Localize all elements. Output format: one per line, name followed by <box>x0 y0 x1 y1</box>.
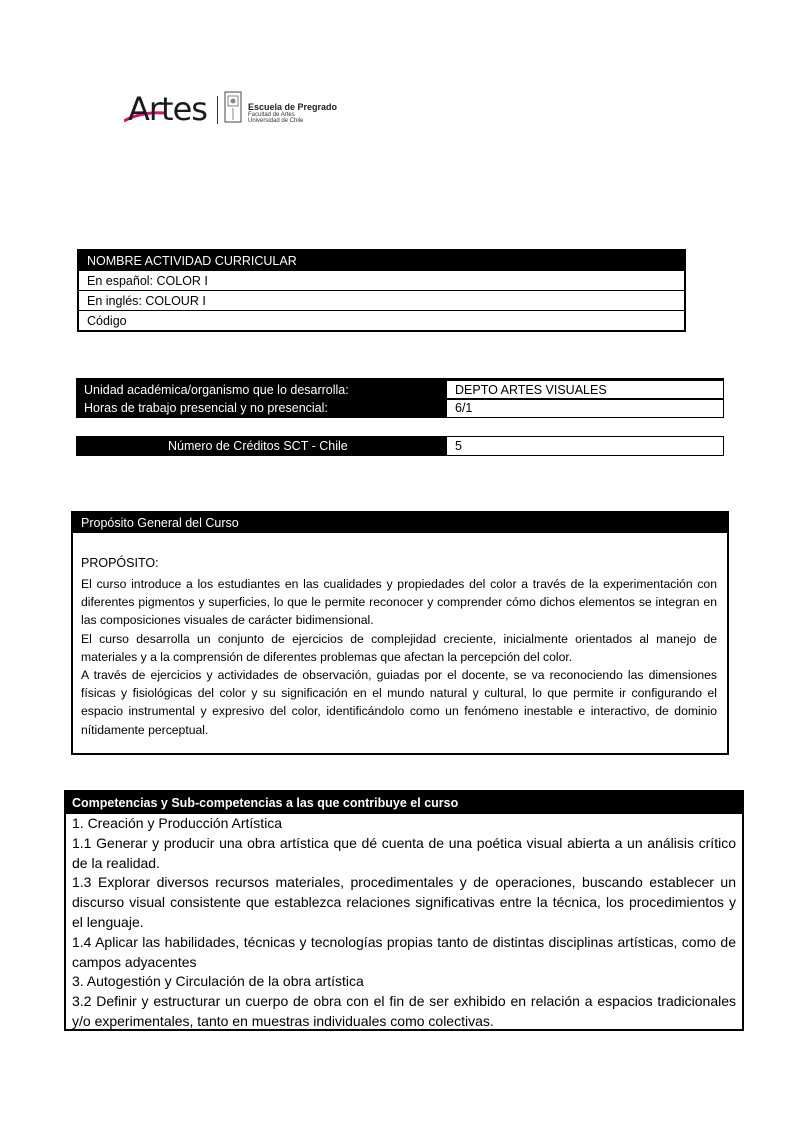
course-code: Código <box>87 314 127 328</box>
logo-school-name: Escuela de Pregrado <box>248 102 338 112</box>
purpose-paragraph: A través de ejercicios y actividades de observación, guiadas por el docente, se va reconociendo las dimensiones físicas y fisiológicas del color y su significación en el mundo natural y cultural, lo que permite ir configurando el espacio instrumental y expresivo del color, identificándolo como un fenómeno inestable e interactivo, de dominio nítidamente perceptual. <box>81 668 717 737</box>
credits-value: 5 <box>447 436 724 456</box>
artes-logo <box>124 86 364 132</box>
purpose-paragraph: El curso introduce a los estudiantes en las cualidades y propiedades del color a través de la experimentación con diferentes pigmentos y superficies, lo que le permite reconocer y comprender cómo dichos elementos se integran en las composiciones visuales de carácter bidimensional. <box>81 577 717 628</box>
competencies-body <box>72 814 736 1032</box>
work-hours-row <box>76 398 724 418</box>
work-hours-label: Horas de trabajo presencial y no presencial: <box>76 398 447 418</box>
course-name-english: En inglés: COLOUR I <box>79 291 684 311</box>
competency-item: 1.1 Generar y producir una obra artística que dé cuenta de una poética visual abierta a un análisis crítico de la realidad. <box>72 834 736 871</box>
work-hours-value: 6/1 <box>447 398 724 418</box>
competency-item: 1. Creación y Producción Artística <box>72 815 283 831</box>
purpose-section <box>71 511 729 755</box>
logo-faculty-name: Facultad de Artes <box>248 112 295 118</box>
course-name-table <box>77 249 686 332</box>
competency-item: 3.2 Definir y estructurar un cuerpo de obra con el fin de ser exhibido en relación a espacios tradicionales y/o experimentales, tanto en muestras individuales como colectivas. <box>72 993 736 1029</box>
competency-item: 3. Autogestión y Circulación de la obra artística <box>72 973 364 990</box>
competencies-header: Competencias y Sub-competencias a las que contribuye el curso <box>66 792 742 814</box>
purpose-body <box>81 575 717 739</box>
purpose-paragraph: El curso desarrolla un conjunto de ejercicios de complejidad creciente, inicialmente orientados al manejo de materiales y a la comprensión de diferentes problemas que afectan la percepción del color. <box>81 631 717 664</box>
competency-item: 1.3 Explorar diversos recursos materiales, procedimentales y de operaciones, buscando establecer un discurso visual consistente que establezca relaciones significativas entre la técnica, los procedimientos y el lenguaje. <box>72 874 736 930</box>
competency-item: 1.4 Aplicar las habilidades, técnicas y tecnologías propias tanto de distintas disciplinas artísticas, como de campos adyacentes <box>72 933 736 970</box>
university-seal-icon <box>223 90 243 124</box>
logo-university-name: Universidad de Chile <box>248 118 304 124</box>
academic-unit-row <box>76 378 724 400</box>
purpose-header: Propósito General del Curso <box>73 513 727 533</box>
academic-unit-value: DEPTO ARTES VISUALES <box>447 380 724 400</box>
logo-divider <box>217 96 218 124</box>
purpose-title: PROPÓSITO: <box>81 556 159 570</box>
academic-unit-label: Unidad académica/organismo que lo desarrolla: <box>76 380 447 400</box>
course-name-header: NOMBRE ACTIVIDAD CURRICULAR <box>79 251 684 271</box>
competencies-section <box>64 790 744 1031</box>
credits-label: Número de Créditos SCT - Chile <box>76 436 447 456</box>
course-name-spanish: En español: COLOR I <box>79 271 684 291</box>
credits-row <box>76 436 724 456</box>
logo-word: Artes <box>128 90 207 128</box>
